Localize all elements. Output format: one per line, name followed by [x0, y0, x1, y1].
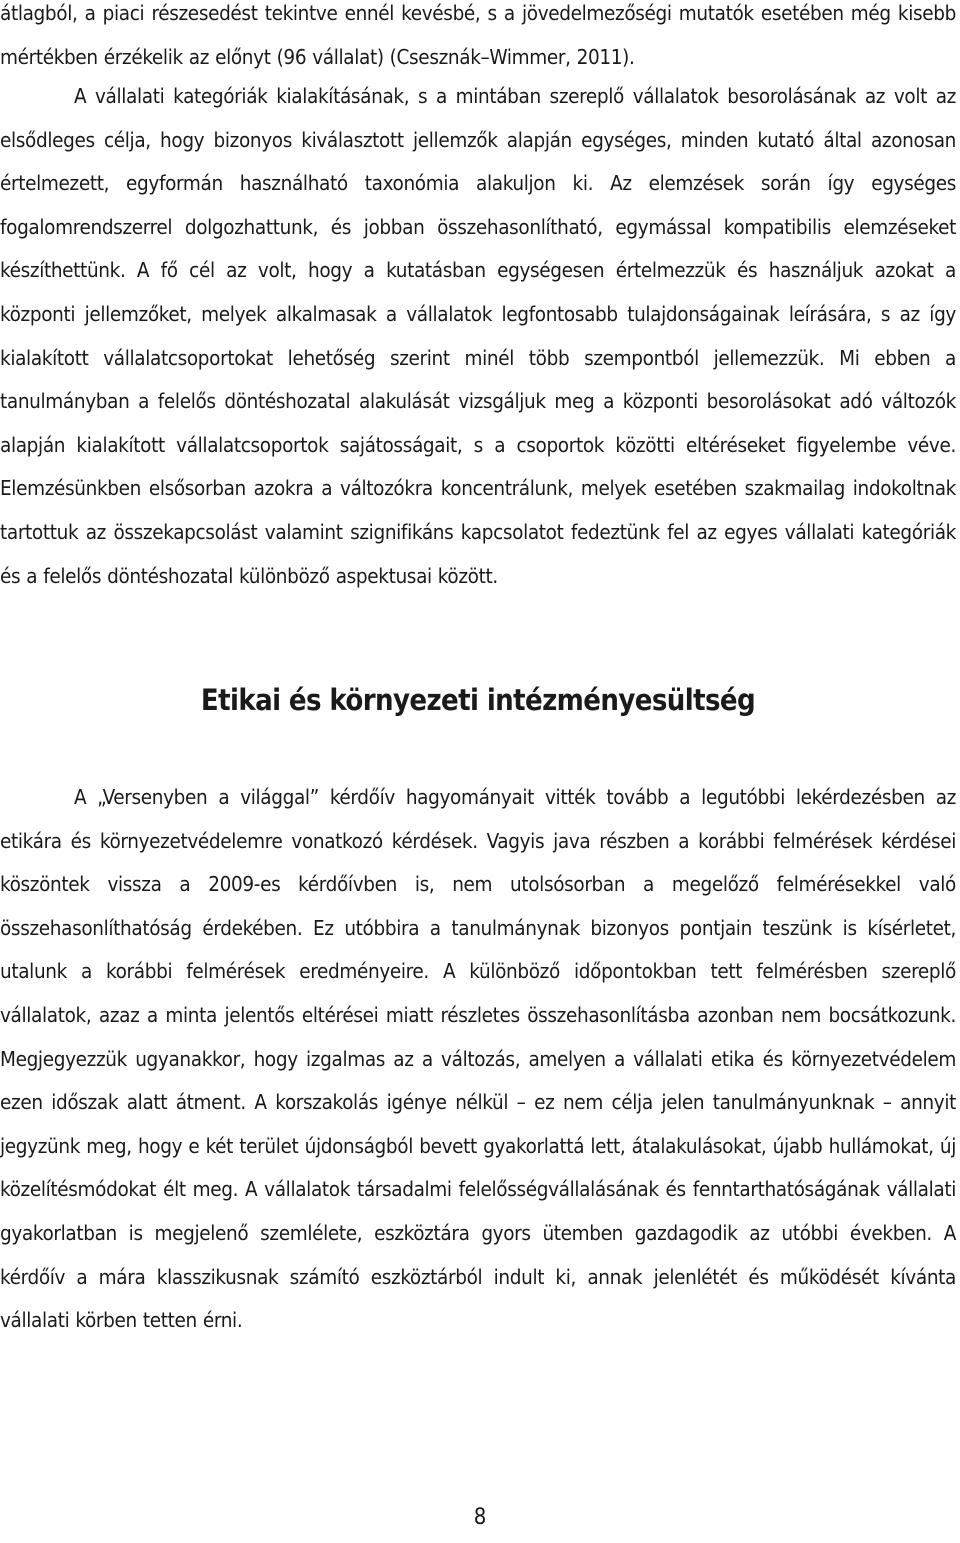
paragraph-versenyben-a-vilaggal: A „Versenyben a világgal” kérdőív hagyományait vitték tovább a legutóbbi lekérdezésben az etikára és környezetvédelemre vonatkozó kérdések. Vagyis java részben a korábbi felmérések kérdései köszöntek vissza a 2009-es kérdőívben is, nem utolsósorban a megelőző felmérésekkel való összehasonlíthatóság érdekében. Ez utóbbira a tanulmánynak bizonyos pontjain teszünk is kísérletet, utalunk a korábbi felmérések eredményeire. A különböző időpontokban tett felmérésben szereplő vállalatok, azaz a minta jelentős eltérései miatt részletes összehasonlításba azonban nem bocsátkozunk. Megjegyezzük ugyanakkor, hogy izgalmas az a változás, amelyen a vállalati etika és környezetvédelem ezen időszak alatt átment. A korszakolás igénye nélkül – ez nem célja jelen tanulmányunknak – annyit jegyzünk meg, hogy e két terület újdonságból bevett gyakorlattá lett, átalakulásokat, újabb hullámokat, új közelítésmódokat élt meg. A vállalatok társadalmi felelősségvállalásának és fenntarthatóságának vállalati gyakorlatban is megjelenő szemlélete, eszköztára gyors ütemben gazdagodik az utóbbi években. A kérdőív a mára klasszikusnak számító eszköztárból indult ki, annak jelenlétét és működését kívánta vállalati körben tetten érni.	[0, 785, 956, 1333]
paragraph-continued: átlagból, a piaci részesedést tekintve ennél kevésbé, s a jövedelmezőségi mutatók esetében még kisebb mértékben érzékelik az előnyt (96 vállalat) (Csesznák–Wimmer, 2011).	[0, 1, 956, 69]
page-number: 8	[473, 1505, 487, 1530]
paragraph-vallalati-kategoriak: A vállalati kategóriák kialakításának, s a mintában szereplő vállalatok besorolásának az volt az elsődleges célja, hogy bizonyos kiválasztott jellemzők alapján egységes, minden kutató által azonosan értelmezett, egyformán használható taxonómia alakuljon ki. Az elemzések során így egységes fogalomrendszerrel dolgozhattunk, és jobban összehasonlítható, egymással kompatibilis elemzéseket készíthettünk. A fő cél az volt, hogy a kutatásban egységesen értelmezzük és használjuk azokat a központi jellemzőket, melyek alkalmasak a vállalatok legfontosabb tulajdonságainak leírására, s az így kialakított vállalatcsoportokat lehetőség szerint minél több szempontból jellemezzük. Mi ebben a tanulmányban a felelős döntéshozatal alakulását vizsgáljuk meg a központi besorolásokat adó változók alapján kialakított vállalatcsoportok sajátosságait, s a csoportok közötti eltéréseket figyelembe véve. Elemzésünkben elsősorban azokra a változókra koncentrálunk, melyek esetében szakmailag indokoltnak tartottuk az összekapcsolást valamint szignifikáns kapcsolatot fedeztünk fel az egyes vállalati kategóriák és a felelős döntéshozatal különböző aspektusai között.	[0, 84, 956, 588]
section-heading: Etikai és környezeti intézményesültség	[200, 683, 756, 717]
